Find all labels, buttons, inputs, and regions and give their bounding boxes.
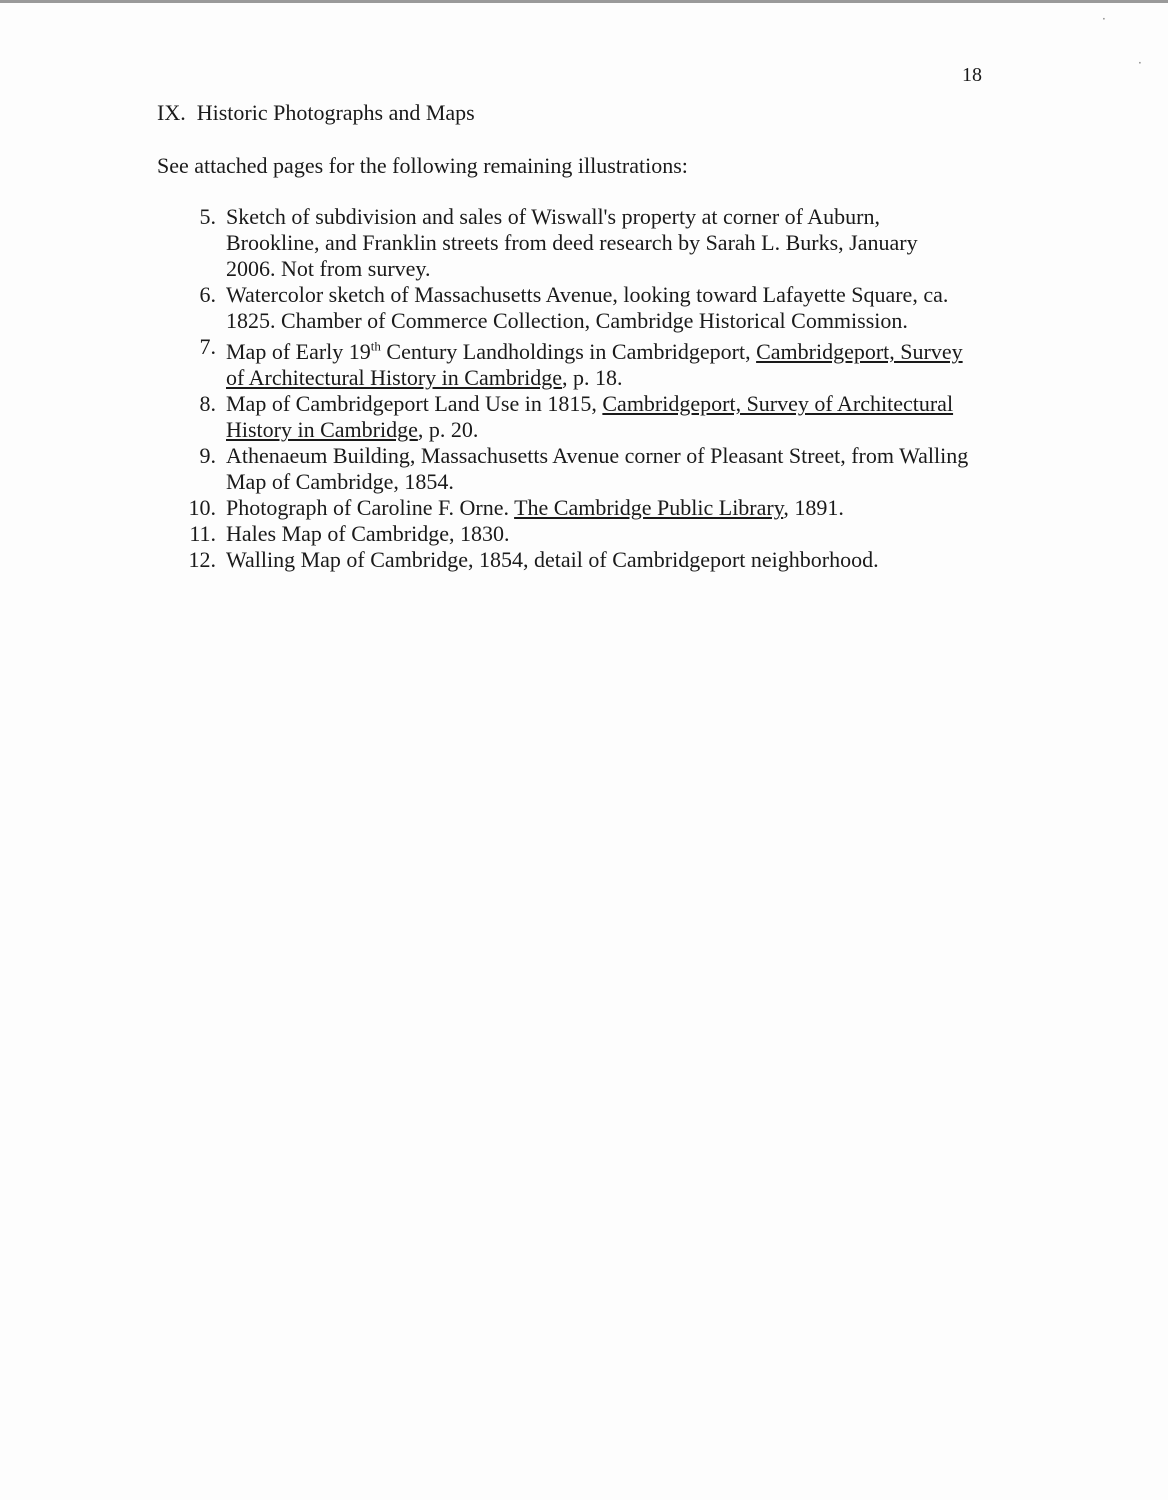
cited-title: Cambridgeport, Survey of Architectural History in Cambridge [226, 339, 963, 391]
superscript: th [370, 339, 381, 354]
list-item [150, 521, 970, 547]
text-run: , p. 18. [562, 365, 623, 391]
list-item-number: 8. [199, 391, 216, 417]
list-item-text [226, 391, 953, 442]
text-run: Map of Early 19 [226, 339, 371, 365]
list-item-number: 10. [188, 495, 216, 521]
list-item-number: 5. [199, 204, 216, 229]
list-item [150, 547, 970, 573]
text-run: Sketch of subdivision and sales of Wiswall's property at corner of Auburn, Brookline, and Franklin streets from deed research by Sarah L. Burks, January 2006. Not from survey. [226, 204, 918, 281]
scan-edge [0, 0, 1168, 3]
cited-title: The Cambridge Public Library [514, 495, 784, 521]
text-run: , 1891. [783, 495, 844, 521]
scan-speck: · [1138, 56, 1142, 70]
list-item [150, 443, 970, 495]
list-item [150, 495, 970, 521]
list-item-number: 7. [199, 334, 216, 359]
text-run: Athenaeum Building, Massachusetts Avenue corner of Pleasant Street, from Walling Map of Cambridge, 1854. [226, 443, 969, 495]
list-item-text [226, 204, 918, 281]
list-item-number: 9. [199, 443, 216, 469]
list-item-number: 11. [189, 521, 216, 547]
list-item-text [226, 339, 963, 390]
text-run: Century Landholdings in Cambridgeport, [380, 339, 757, 365]
text-run: , p. 20. [417, 417, 479, 443]
list-item-number: 12. [188, 547, 216, 573]
text-run: Watercolor sketch of Massachusetts Avenue, looking toward Lafayette Square, ca. 1825. Chamber of Commerce Collection, Cambridge Historical Commission. [226, 282, 949, 333]
cited-title: Cambridgeport, Survey of Architectural History in Cambridge [226, 391, 954, 443]
scan-speck: · [1102, 12, 1106, 26]
text-run: Photograph of Caroline F. Orne. [226, 495, 515, 521]
list-item [150, 334, 970, 391]
intro-text: See attached pages for the following remaining illustrations: [157, 153, 688, 178]
section-heading: IX. Historic Photographs and Maps [157, 100, 475, 125]
list-item [150, 282, 970, 334]
list-item-text [226, 282, 948, 333]
list-item-text [226, 495, 844, 520]
list-item-text [226, 443, 968, 494]
illustration-list [150, 204, 970, 573]
text-run: Map of Cambridgeport Land Use in 1815, [226, 391, 603, 417]
list-item-text [226, 521, 510, 546]
list-item-text [226, 547, 879, 572]
list-item-number: 6. [199, 282, 216, 307]
text-run: Walling Map of Cambridge, 1854, detail of Cambridgeport neighborhood. [226, 547, 879, 573]
page-number: 18 [962, 64, 982, 86]
list-item [150, 391, 970, 443]
text-run: Hales Map of Cambridge, 1830. [226, 521, 510, 547]
list-item [150, 204, 970, 282]
